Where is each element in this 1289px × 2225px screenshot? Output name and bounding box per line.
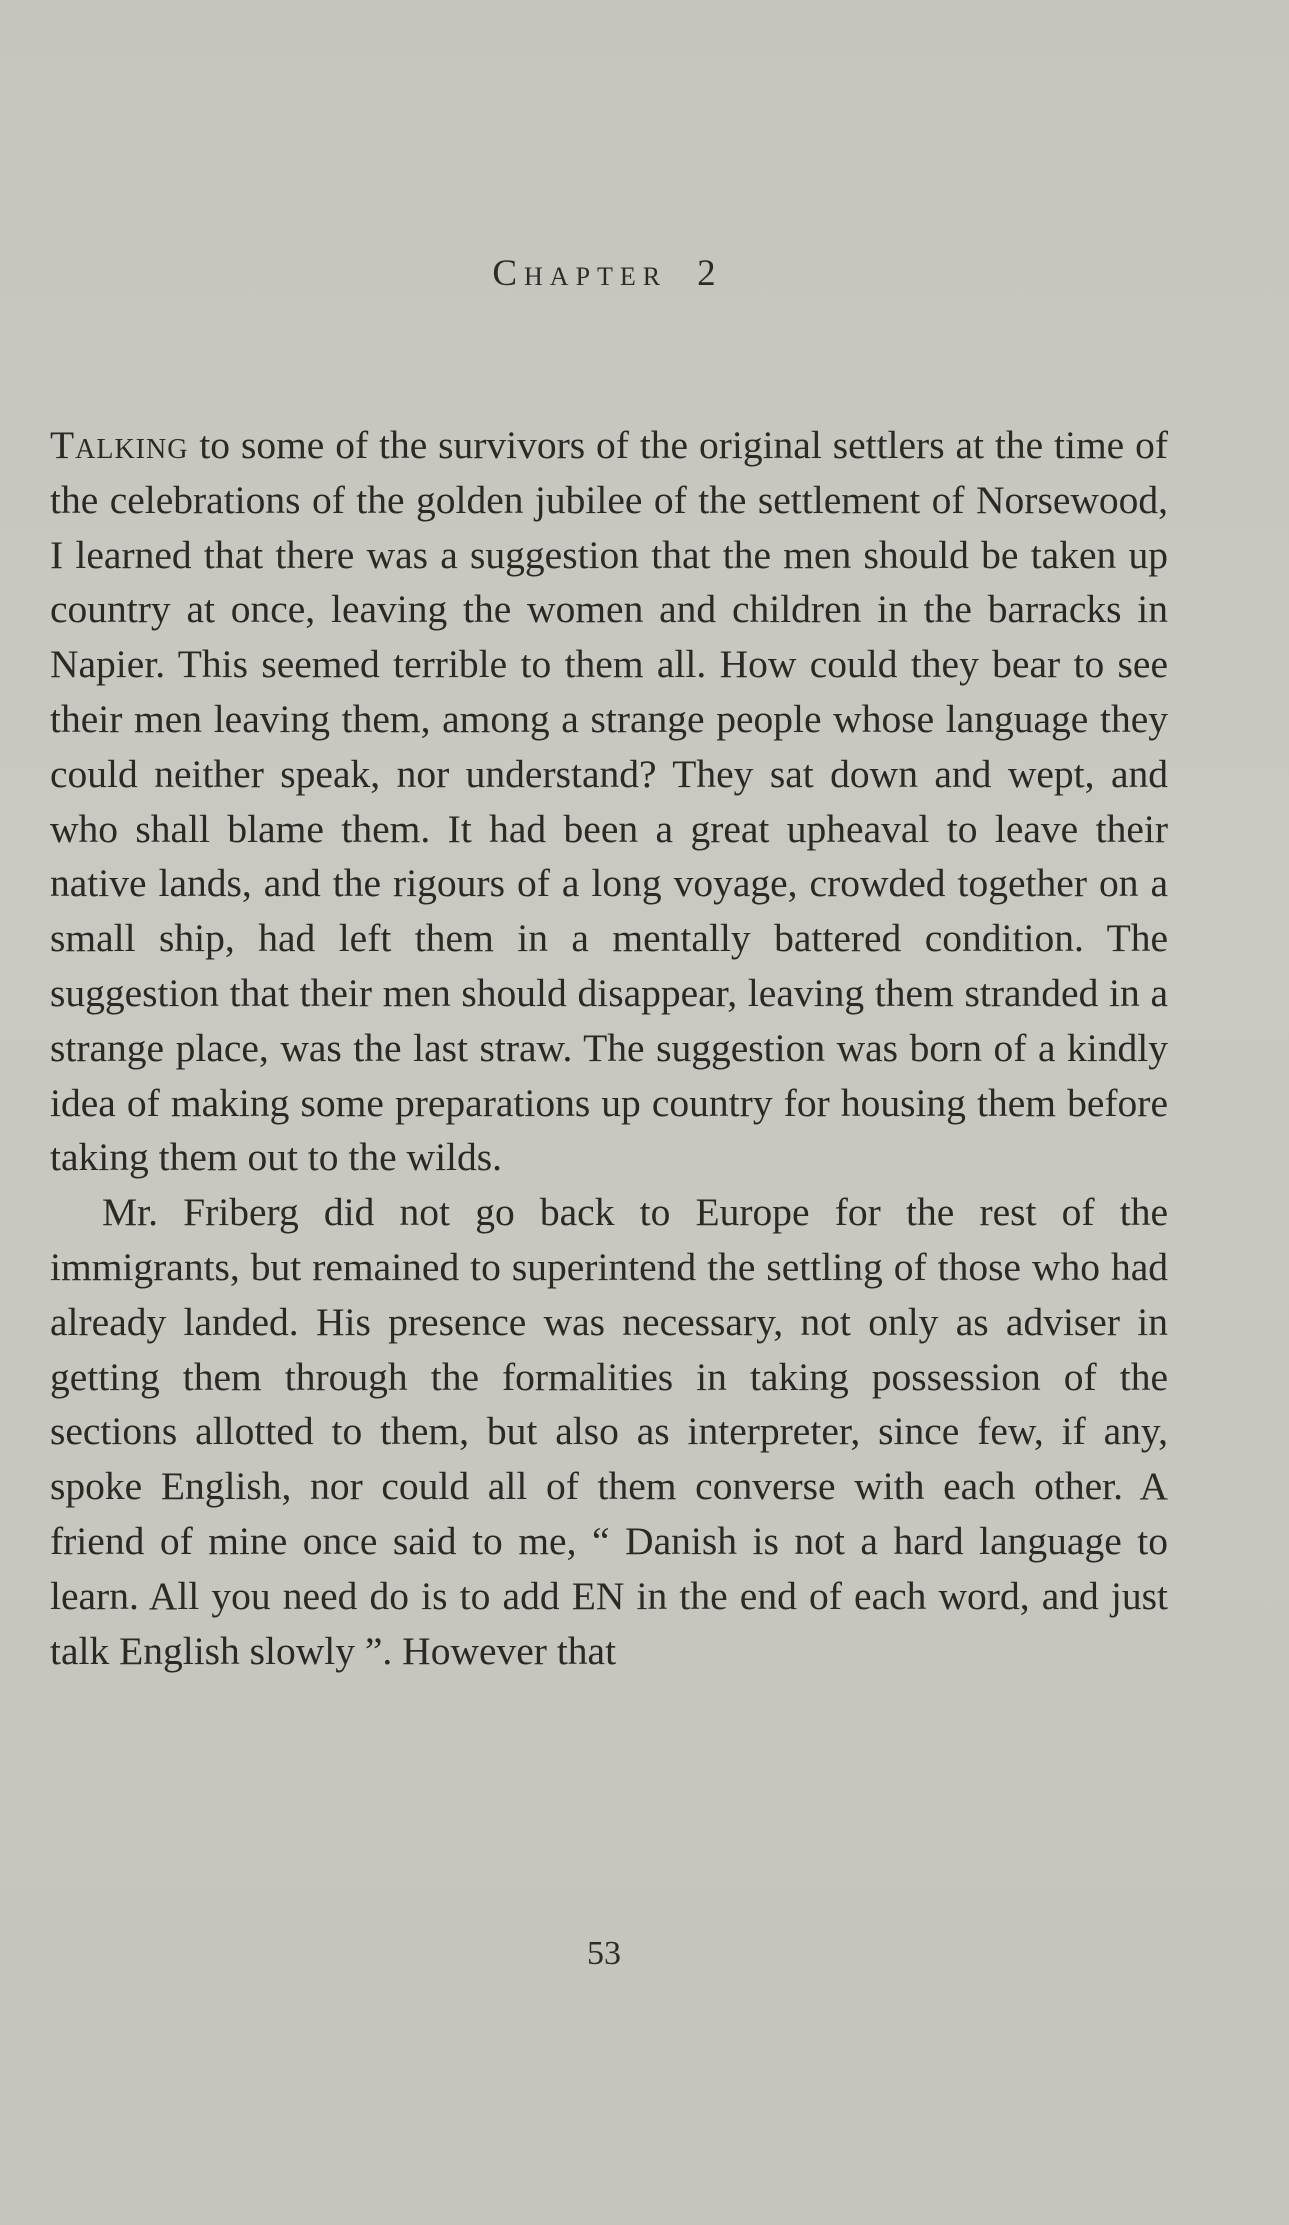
paragraph-1 [50,418,1168,1185]
chapter-number: 2 [697,253,716,294]
paragraph-2 [50,1185,1168,1678]
chapter-label: Chapter [492,253,668,294]
paragraph-1-text: to some of the survivors of the original settlers at the time of the celebrations of the golden jubilee of the settlement of Norsewood, I learned that there was a suggestion that the men should be taken up country at once, leaving the women and children in the barracks in Napier. This seemed terrible to them all. How could they bear to see their men leaving them, among a strange people whose language they could neither speak, nor understand? They sat down and wept, and who shall blame them. It had been a great upheaval to leave their native lands, and the rigours of a long voyage, crowded together on a small ship, had left them in a mentally battered condition. The suggestion that their men should disappear, leaving them stranded in a strange place, was the last straw. The suggestion was born of a kindly idea of making some preparations up country for housing them before taking them out to the wilds. [50,423,1168,1180]
paragraph-2-text: Mr. Friberg did not go back to Europe for the rest of the immigrants, but remained to superintend the settling of those who had already landed. His presence was necessary, not only as adviser in getting them through the formalities in taking possession of the sections allotted to them, but also as interpreter, since few, if any, spoke English, nor could all of them converse with each other. A friend of mine once said to me, “ Danish is not a hard language to learn. All you need do is to add EN in the end of each word, and just talk English slowly ”. However that [50,1190,1168,1673]
paragraph-lead-word: Talking [50,423,189,467]
page-number: 53 [587,1935,621,1972]
chapter-heading [0,252,1208,295]
body-text [50,418,1168,1678]
